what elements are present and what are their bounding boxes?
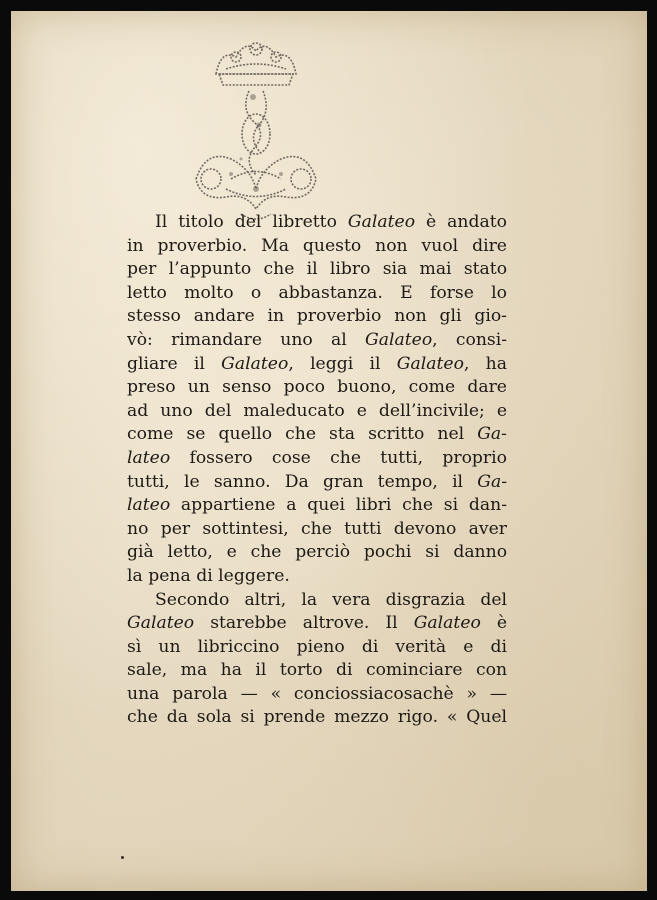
text-line: ad uno del maleducato e dell’incivile; e (127, 400, 507, 421)
text-line: sale, ma ha il torto di cominciare con (127, 660, 507, 681)
text-line: una parola — « conciossiacosachè » — (127, 683, 507, 704)
text-line: già letto, e che perciò pochi si danno (127, 542, 507, 563)
text-line: per l’appunto che il libro sia mai stato (127, 259, 507, 280)
body-text (127, 211, 507, 730)
text-line: letto molto o abbastanza. E forse lo (127, 282, 507, 303)
text-line: sì un libriccino pieno di verità e di (127, 636, 507, 657)
text-line: come se quello che sta scritto nel Ga- (127, 424, 507, 445)
text-line: lateo fossero cose che tutti, proprio (127, 447, 507, 468)
text-line: in proverbio. Ma questo non vuol dire (127, 235, 507, 256)
text-line: Galateo starebbe altrove. Il Galateo è (127, 613, 507, 634)
text-line: che da sola si prende mezzo rigo. « Quel (127, 707, 507, 728)
text-line: la pena di leggere. (127, 565, 290, 586)
text-line: stesso andare in proverbio non gli gio- (127, 306, 507, 327)
text-line: tutti, le sanno. Da gran tempo, il Ga- (127, 471, 507, 492)
book-page (11, 11, 647, 891)
text-line: no per sottintesi, che tutti devono aver (127, 518, 507, 539)
text-line: lateo appartiene a quei libri che si dan- (127, 495, 507, 516)
text-line: vò: rimandare uno al Galateo, consi- (127, 329, 507, 350)
text-line: Il titolo del libretto Galateo è andato (155, 212, 507, 232)
paper-speck (121, 856, 124, 859)
crown-monogram-stamp-icon (171, 29, 341, 229)
text-line: gliare il Galateo, leggi il Galateo, ha (127, 353, 507, 374)
text-line: preso un senso poco buono, come dare (127, 377, 507, 398)
text-line: Secondo altri, la vera disgrazia del (155, 589, 507, 610)
